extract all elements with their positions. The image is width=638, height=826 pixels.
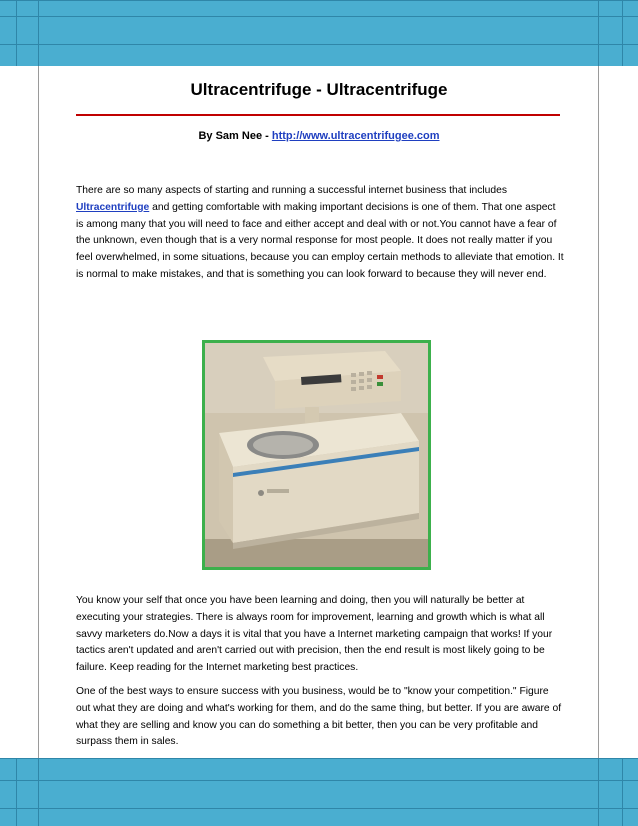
paragraph-intro-rest: and getting comfortable with making important decisions is one of them. That one aspect is among many that you will need to face and either accept and deal with or not.You cannot have a fear of the unknown, even though that is a very normal response for most people. It does not really matter if you feel overwhelmed, in some situations, because you can employ certain methods to alleviate that emotion. It is normal to make mistakes, and that is something you can look forward to because they will never end.	[76, 201, 564, 280]
header-band	[0, 0, 638, 66]
paragraph-intro-start: There are so many aspects of starting and running a successful internet business that includes	[76, 185, 507, 196]
paragraph-intro	[76, 183, 564, 284]
left-margin-rule	[38, 66, 39, 758]
ultracentrifuge-machine-icon	[205, 343, 428, 567]
website-link[interactable]: http://www.ultracentrifugee.com	[271, 130, 440, 142]
title-underline	[76, 114, 560, 116]
paragraph-competition: One of the best ways to ensure success with you business, would be to "know your competition." Figure out what they are doing and what's working for them, and do the same thing, but better. If you are aware of what they are selling and know you can do something a bit better, then you can be very profitable and surpass them in sales.	[76, 686, 562, 748]
paragraph-strategies: You know your self that once you have been learning and doing, then you will naturally be better at executing your strategies. There is always room for improvement, learning and growth which is what all savvy marketers do.Now a days it is vital that you have a Internet marketing campaign that works! If your tactics aren't updated and aren't carried out with precision, then the end result is most likely going to be failure. Keep reading for the Internet marketing best practices.	[76, 595, 553, 674]
byline	[0, 130, 638, 142]
keyword-link[interactable]: Ultracentrifuge	[76, 201, 150, 213]
byline-author: By Sam Nee -	[198, 130, 272, 142]
page-title: Ultracentrifuge - Ultracentrifuge	[190, 80, 448, 99]
ultracentrifuge-photo	[202, 340, 431, 570]
footer-band	[0, 758, 638, 826]
right-margin-rule	[598, 66, 599, 758]
